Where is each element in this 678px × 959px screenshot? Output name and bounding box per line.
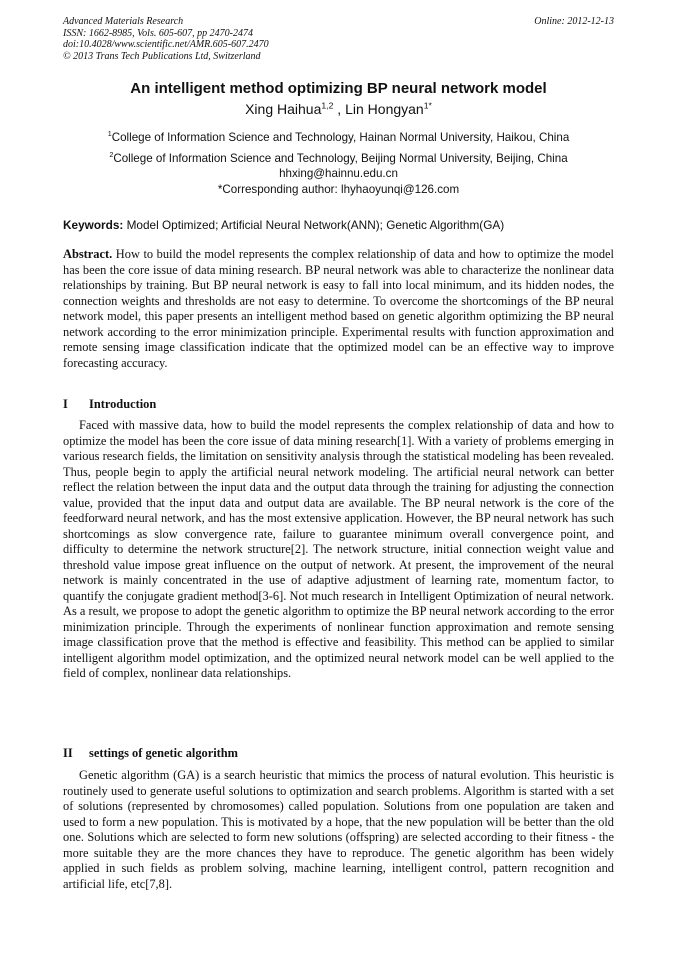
keywords-text: Model Optimized; Artificial Neural Network(ANN); Genetic Algorithm(GA) <box>126 218 505 232</box>
affiliation <box>63 151 614 167</box>
journal-header <box>63 16 614 62</box>
author-name: Xing Haihua <box>245 101 322 117</box>
affiliation <box>63 130 614 146</box>
section-body: Faced with massive data, how to build the model represents the complex relationship of data and how to optimize the model has been the core issue of data mining research[1]. With a variety of problems emerging in various research fields, the limitation on sensitivity analysis through the statistical modeling has been revealed. Thus, people begin to apply the artificial neural network modeling. The artificial neural network can better reflect the relation between the input data and the output data through the training for adjusting the connection value, provided that the input data and output data are available. The BP neural network is the core of the feedforward neural network, and has the most extensive application. However, the BP neural network has such shortcomings as slow convergence rate, failure to guarantee minimum overall convergence point, and difficulty to determine the network structure[2]. The network structure, initial connection weight value and threshold value impose great influence on the output of network. At present, the improvement of the neural network is mainly concentrated in the use of adaptive adjustment of learning rate, momentum factor, to quantify the conjugate gradient method[3-6]. Not much research in Intelligent Optimization of neural network. As a result, we propose to adopt the genetic algorithm to optimize the BP neural network according to the error minimization principle. Through the experiments of nonlinear function approximation and remote sensing image classification prove that the method is effective and feasibility. This method can be applied to similar intelligent algorithm model optimization, and the optimized neural network model can be well applied to the field of complex, nonlinear data relationships. <box>63 418 614 680</box>
section-title: settings of genetic algorithm <box>89 746 239 760</box>
section-title: Introduction <box>89 397 157 411</box>
section-heading <box>63 746 238 761</box>
section-number: II <box>63 746 73 760</box>
abstract-text: How to build the model represents the complex relationship of data and how to optimize the model has been the core issue of data mining research. BP neural network was able to characterize the nonlinear data relationships by training. But BP neural network is easy to fall into local minimum, and its hidden nodes, the connection weights and thresholds are not easy to determine. To overcome the shortcomings of the BP neural network model, this paper presents an intelligent method based on genetic algorithm optimizing the BP neural network according to the error minimization principle. Experimental results with function approximation and remote sensing image classification indicate that the optimized model can be an effective way to improve forecasting accuracy. <box>63 247 614 370</box>
author-separator: , <box>333 101 346 117</box>
corresponding-author: *Corresponding author: lhyhaoyunqi@126.com <box>217 183 460 196</box>
issn-line: ISSN: 1662-8985, Vols. 605-607, pp 2470-2474 <box>63 27 253 39</box>
author-affiliation-mark: 1,2 <box>321 100 334 111</box>
copyright-line: © 2013 Trans Tech Publications Ltd, Switzerland <box>63 50 261 62</box>
author-affiliation-mark: 1* <box>423 100 432 111</box>
affiliation-text: College of Information Science and Technology, Beijing Normal University, Beijing, China <box>113 152 568 165</box>
keywords <box>63 218 614 232</box>
author-email: hhxing@hainnu.edu.cn <box>279 167 398 180</box>
journal-name: Advanced Materials Research <box>63 16 184 27</box>
section-body: Genetic algorithm (GA) is a search heuristic that mimics the process of natural evolution. This heuristic is routinely used to generate useful solutions to optimization and search problems. Algorithm is started with a set of solutions (represented by chromosomes) called population. Solutions from one population are taken and used to form a new population. This is motivated by a hope, that the new population will be better than the old one. Solutions which are selected to form new solutions (offspring) are selected according to their fitness - the more suitable they are the more chances they have to reproduce. The genetic algorithm has been widely applied in such fields as problem solving, machine learning, intelligent control, pattern recognition and artificial life, etc[7,8]. <box>63 768 614 891</box>
paper-title: An intelligent method optimizing BP neural network model <box>130 80 547 97</box>
abstract <box>63 247 614 371</box>
section-heading <box>63 397 156 412</box>
author-list <box>63 101 614 117</box>
online-date: Online: 2012-12-13 <box>534 16 614 27</box>
keywords-label: Keywords: <box>63 218 124 232</box>
author-name: Lin Hongyan <box>345 101 424 117</box>
affiliation-mark: 1 <box>107 129 112 139</box>
abstract-label: Abstract. <box>63 247 113 261</box>
section-number: I <box>63 397 68 411</box>
affiliation-text: College of Information Science and Technology, Hainan Normal University, Haikou, China <box>111 131 570 144</box>
doi-line: doi:10.4028/www.scientific.net/AMR.605-607.2470 <box>63 39 269 50</box>
affiliation-mark: 2 <box>109 150 114 160</box>
